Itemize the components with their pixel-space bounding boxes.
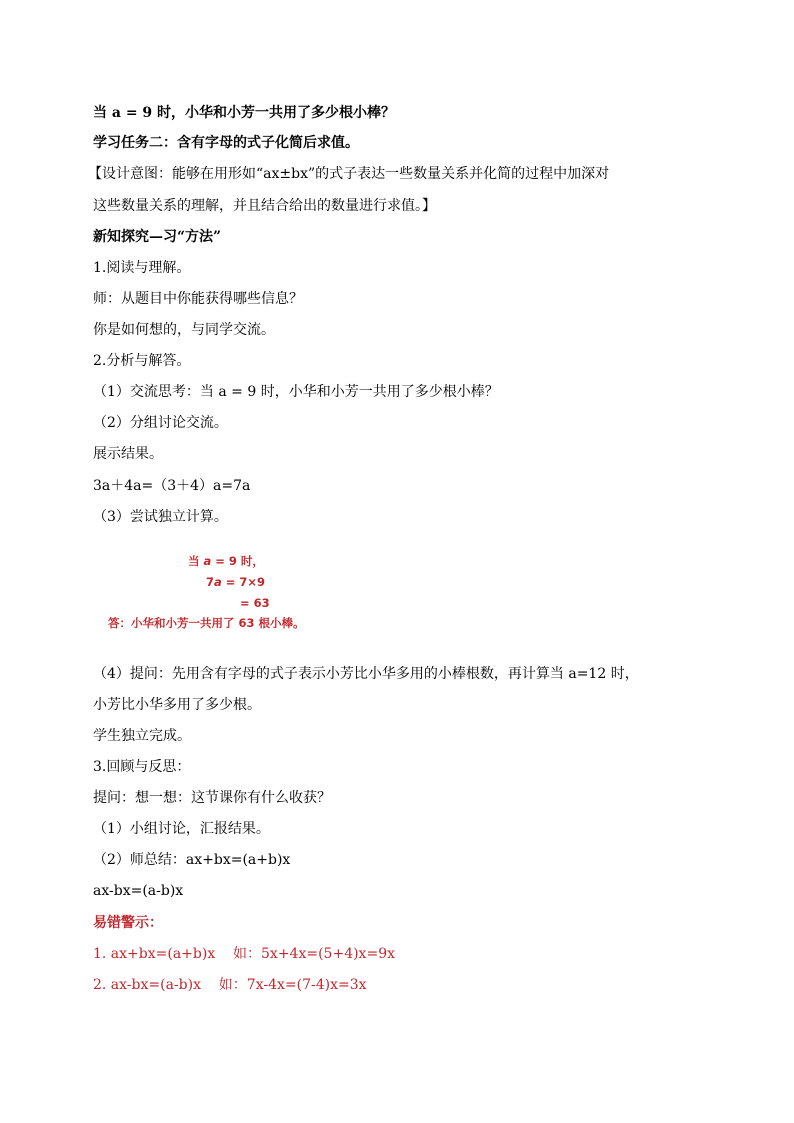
calc-line-2: 7a = 7×9 (206, 575, 266, 589)
reflection-question: 提问：想一想：这节课你有什么收获？ (93, 790, 331, 806)
sub-step-1: （1）交流思考：当 a = 9 时，小华和小芳一共用了多少根小棒？ (93, 384, 499, 400)
step-3-heading: 3.回顾与反思： (93, 759, 191, 775)
teacher-question: 师：从题目中你能获得哪些信息？ (93, 291, 303, 307)
formula-line: 3a＋4a=（3＋4）a=7a (93, 478, 251, 494)
step-2-heading: 2.分析与解答。 (93, 353, 191, 369)
group-discussion: （1）小组讨论，汇报结果。 (93, 821, 270, 837)
warning-item-1: 1. ax+bx=(a+b)x 如：5x+4x=(5+4)x=9x (93, 946, 395, 962)
error-warning-heading: 易错警示： (93, 915, 163, 931)
design-intent-line-1: 【设计意图：能够在用形如“ax±bx”的式子表达一些数量关系并化简的过程中加深对 (88, 166, 610, 182)
show-results: 展示结果。 (93, 446, 163, 462)
warning-item-2: 2. ax-bx=(a-b)x 如：7x-4x=(7-4)x=3x (93, 977, 367, 993)
answer-line: 答：小华和小芳一共用了 63 根小棒。 (108, 616, 305, 630)
sub-step-2: （2）分组讨论交流。 (93, 415, 228, 431)
sub-step-4: （4）提问：先用含有字母的式子表示小芳比小华多用的小棒根数，再计算当 a=12 时， (93, 666, 639, 682)
question-line: 当 a = 9 时，小华和小芳一共用了多少根小棒？ (93, 105, 396, 121)
design-intent-line-2: 这些数量关系的理解，并且结合给出的数量进行求值。】 (93, 198, 436, 214)
calc-line-3: = 63 (240, 596, 270, 610)
teacher-summary: （2）师总结：ax+bx=(a+b)x (93, 852, 291, 868)
think-exchange: 你是如何想的，与同学交流。 (93, 322, 275, 338)
summary-formula: ax-bx=(a-b)x (93, 883, 184, 899)
sub-step-3: （3）尝试独立计算。 (93, 509, 228, 525)
independent-work: 学生独立完成。 (93, 728, 191, 744)
new-knowledge-heading: 新知探究—习“方法” (93, 229, 222, 245)
step-1-heading: 1.阅读与理解。 (93, 260, 191, 276)
task-two-heading: 学习任务二：含有字母的式子化简后求值。 (93, 135, 359, 151)
sub-step-4-cont: 小芳比小华多用了多少根。 (93, 697, 261, 713)
calc-line-1: 当 a = 9 时， (188, 554, 264, 568)
